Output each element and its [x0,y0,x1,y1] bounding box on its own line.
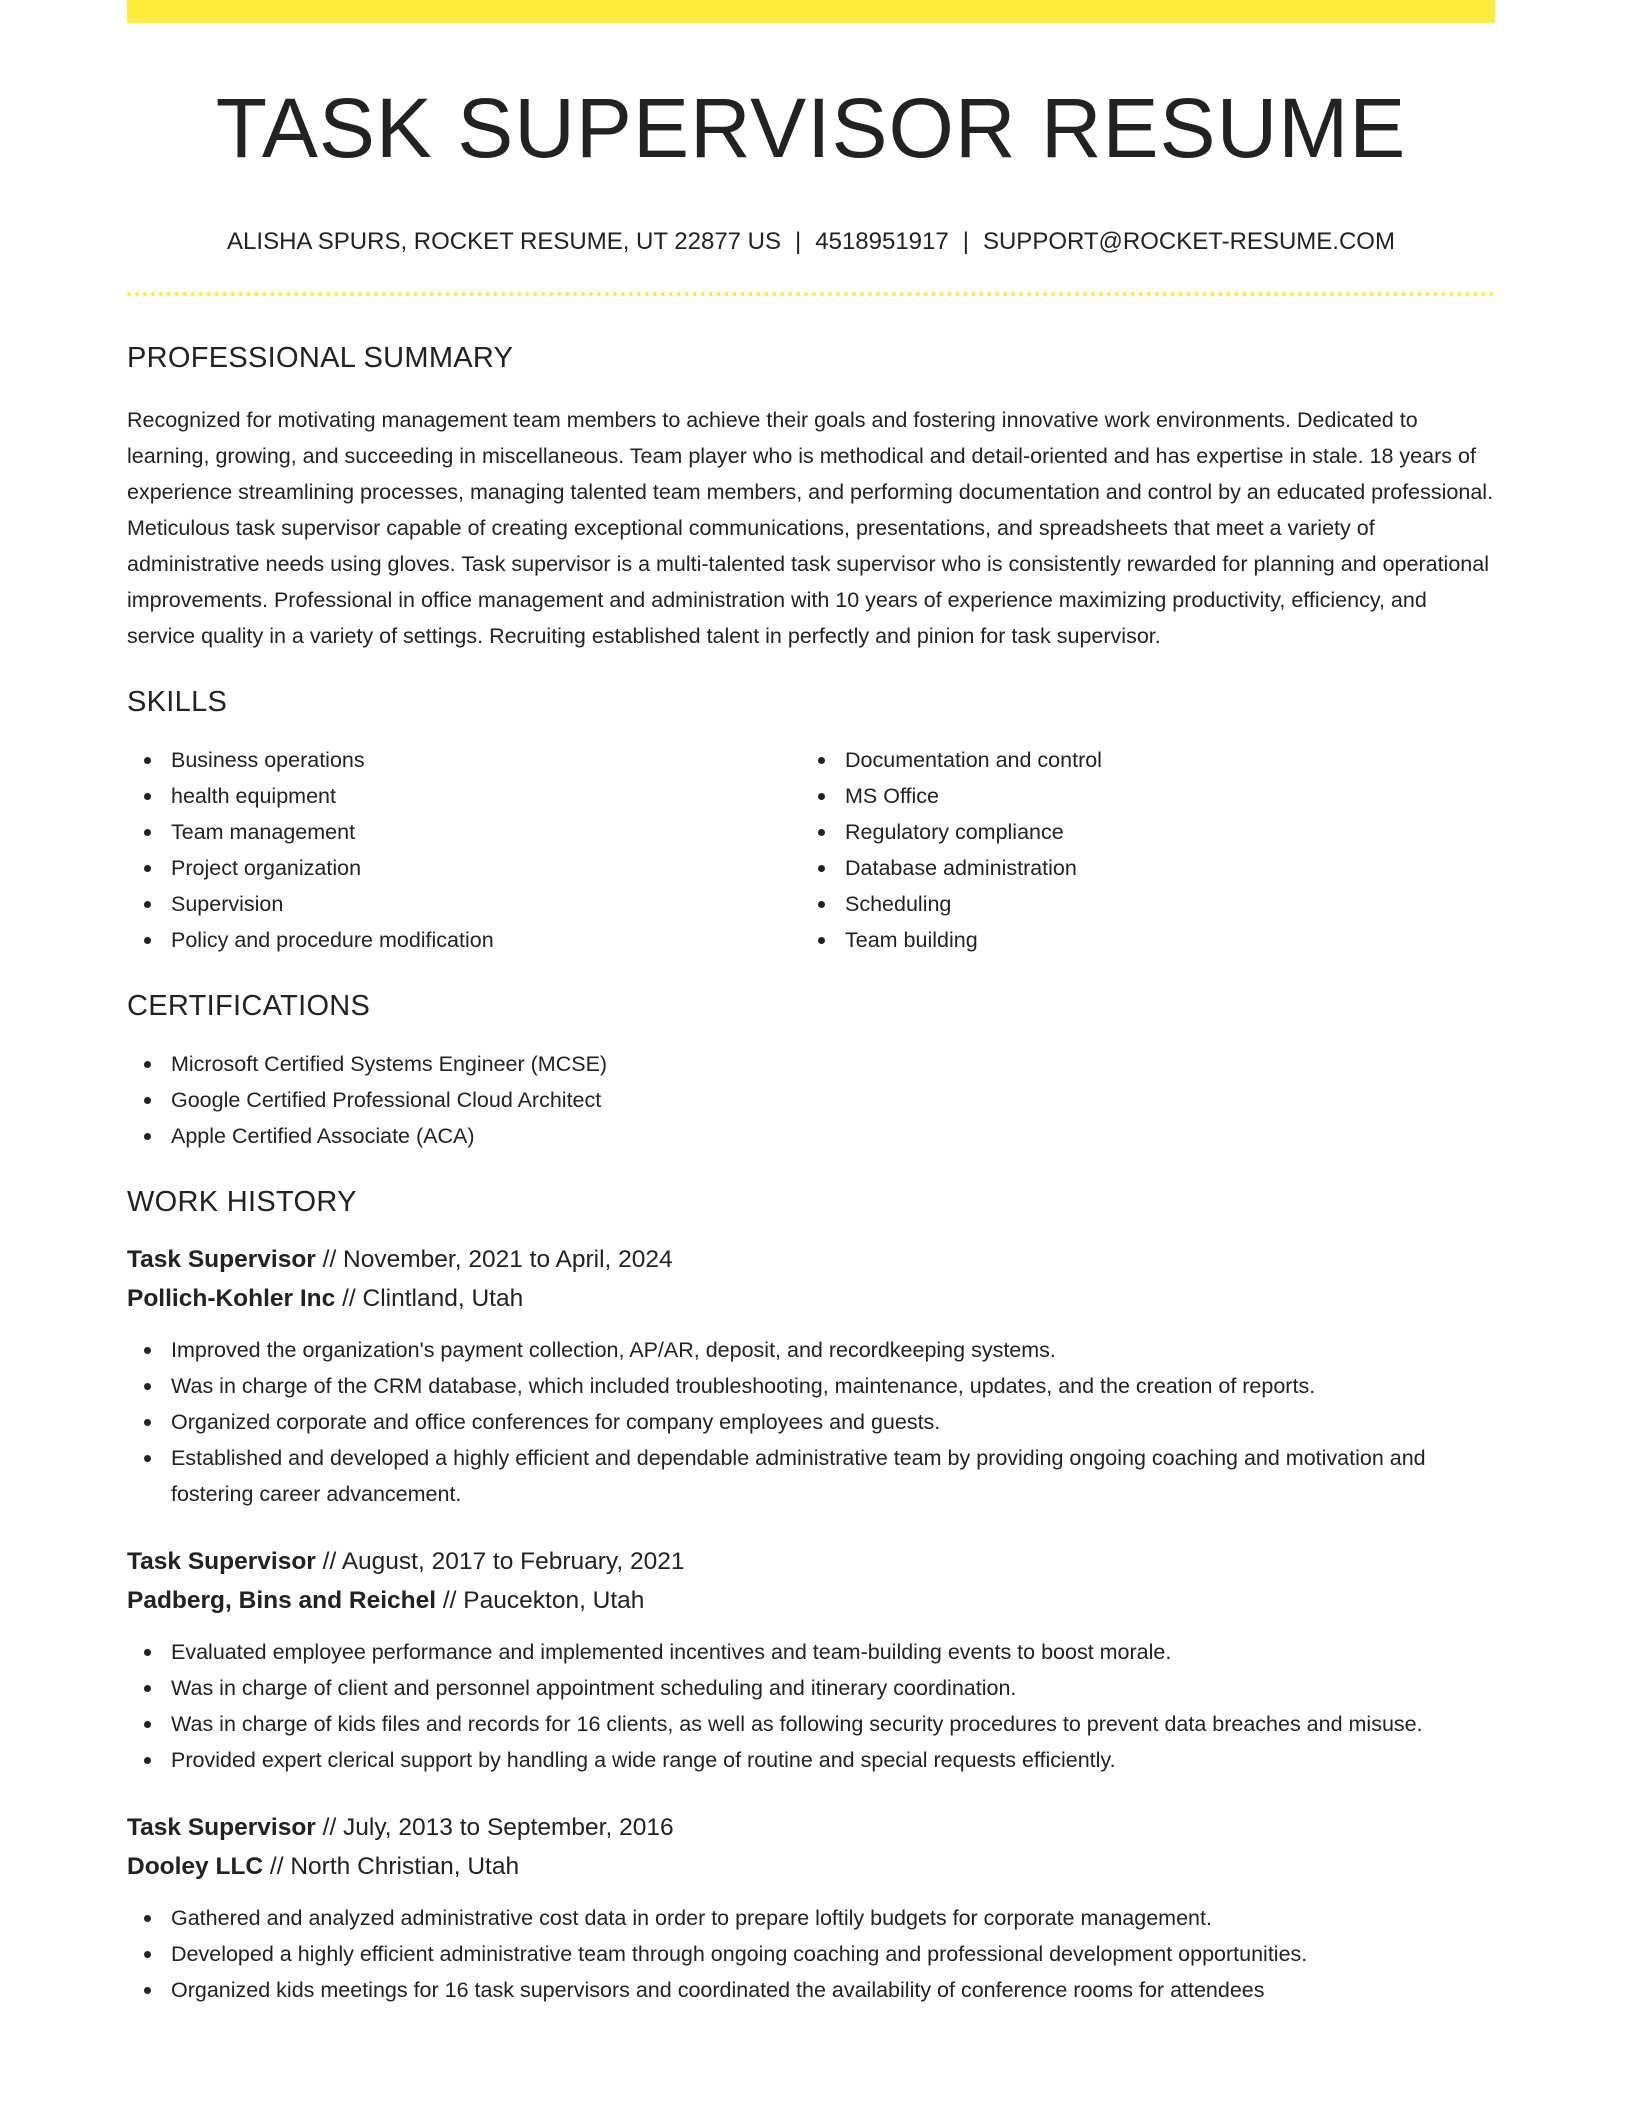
job-dates: // July, 2013 to September, 2016 [315,1814,674,1841]
job-bullet-list [127,1900,1495,2008]
certifications-heading: CERTIFICATIONS [127,990,371,1022]
job-location: // Clintland, Utah [335,1285,524,1312]
job-bullet-list [127,1332,1495,1512]
contact-phone: 4518951917 [815,228,949,255]
contact-separator: | [962,228,969,255]
job-bullet: Improved the organization's payment collection, AP/AR, deposit, and recordkeeping systems. [127,1332,1495,1368]
summary-text: Recognized for motivating management team members to achieve their goals and fostering innovative work environments. Dedicated to learning, growing, and succeeding in miscellaneous. Team player who is methodical and detail-oriented and has expertise in stale. 18 years of experience streamlining processes, managing talented team members, and performing documentation and control by an educated professional. Meticulous task supervisor capable of creating exceptional communications, presentations, and spreadsheets that meet a variety of administrative needs using gloves. Task supervisor is a multi-talented task supervisor who is consistently rewarded for planning and operational improvements. Professional in office management and administration with 10 years of experience maximizing productivity, efficiency, and service quality in a variety of settings. Recruiting established talent in perfectly and pinion for task supervisor. [127,408,1494,648]
resume-title: TASK SUPERVISOR RESUME [215,81,1407,175]
job-title: Task Supervisor [127,1814,316,1841]
skill-item: Project organization [127,850,801,886]
job-bullet-list [127,1634,1495,1778]
certification-item: Microsoft Certified Systems Engineer (MCSE) [127,1046,1495,1082]
skills-heading: SKILLS [127,686,228,718]
skill-item: Team building [801,922,1475,958]
job-location: // Paucekton, Utah [436,1587,645,1614]
job-bullet: Was in charge of the CRM database, which included troubleshooting, maintenance, updates, and the creation of reports. [127,1368,1495,1404]
job-entry [127,1542,1495,1778]
job-company: Dooley LLC [127,1853,264,1880]
skill-item: Policy and procedure modification [127,922,801,958]
skill-item: Scheduling [801,886,1475,922]
contact-line [127,226,1495,258]
job-bullet: Organized kids meetings for 16 task supervisors and coordinated the availability of conference rooms for attendees [127,1972,1495,2008]
contact-separator: | [795,228,802,255]
work-history-heading: WORK HISTORY [127,1186,357,1218]
skills-left-list [127,742,801,958]
skill-item: Team management [127,814,801,850]
skills-columns [127,742,1495,958]
job-company: Pollich-Kohler Inc [127,1285,336,1312]
job-entry [127,1240,1495,1512]
job-title-line [127,1808,1495,1847]
job-company: Padberg, Bins and Reichel [127,1587,437,1614]
job-bullet: Was in charge of client and personnel appointment scheduling and itinerary coordination. [127,1670,1495,1706]
skill-item: Supervision [127,886,801,922]
skill-item: Documentation and control [801,742,1475,778]
job-dates: // August, 2017 to February, 2021 [315,1548,685,1575]
skill-item: MS Office [801,778,1475,814]
job-bullet: Provided expert clerical support by handling a wide range of routine and special requests efficiently. [127,1742,1495,1778]
skill-item: Business operations [127,742,801,778]
job-title: Task Supervisor [127,1548,316,1575]
job-bullet: Was in charge of kids files and records for 16 clients, as well as following security procedures to prevent data breaches and misuse. [127,1706,1495,1742]
job-dates: // November, 2021 to April, 2024 [315,1246,673,1273]
job-title-line [127,1240,1495,1279]
certification-item: Apple Certified Associate (ACA) [127,1118,1495,1154]
job-location: // North Christian, Utah [263,1853,520,1880]
certification-item: Google Certified Professional Cloud Architect [127,1082,1495,1118]
job-company-line [127,1279,1495,1318]
summary-heading: PROFESSIONAL SUMMARY [127,342,514,374]
job-bullet: Organized corporate and office conferences for company employees and guests. [127,1404,1495,1440]
certifications-list [127,1046,1495,1154]
job-title-line [127,1542,1495,1581]
header-divider [127,292,1495,296]
skill-item: health equipment [127,778,801,814]
job-company-line [127,1847,1495,1886]
resume-content [127,0,1495,2008]
job-bullet: Established and developed a highly efficient and dependable administrative team by providing ongoing coaching and motivation and fostering career advancement. [127,1440,1495,1512]
job-bullet: Gathered and analyzed administrative cost data in order to prepare loftily budgets for corporate management. [127,1900,1495,1936]
job-bullet: Developed a highly efficient administrative team through ongoing coaching and professional development opportunities. [127,1936,1495,1972]
contact-email: SUPPORT@ROCKET-RESUME.COM [982,228,1395,255]
job-title: Task Supervisor [127,1246,316,1273]
contact-address: ALISHA SPURS, ROCKET RESUME, UT 22877 US [227,228,782,255]
job-entry [127,1808,1495,2008]
job-company-line [127,1581,1495,1620]
job-bullet: Evaluated employee performance and implemented incentives and team-building events to boost morale. [127,1634,1495,1670]
skill-item: Regulatory compliance [801,814,1475,850]
skill-item: Database administration [801,850,1475,886]
skills-right-list [801,742,1475,958]
